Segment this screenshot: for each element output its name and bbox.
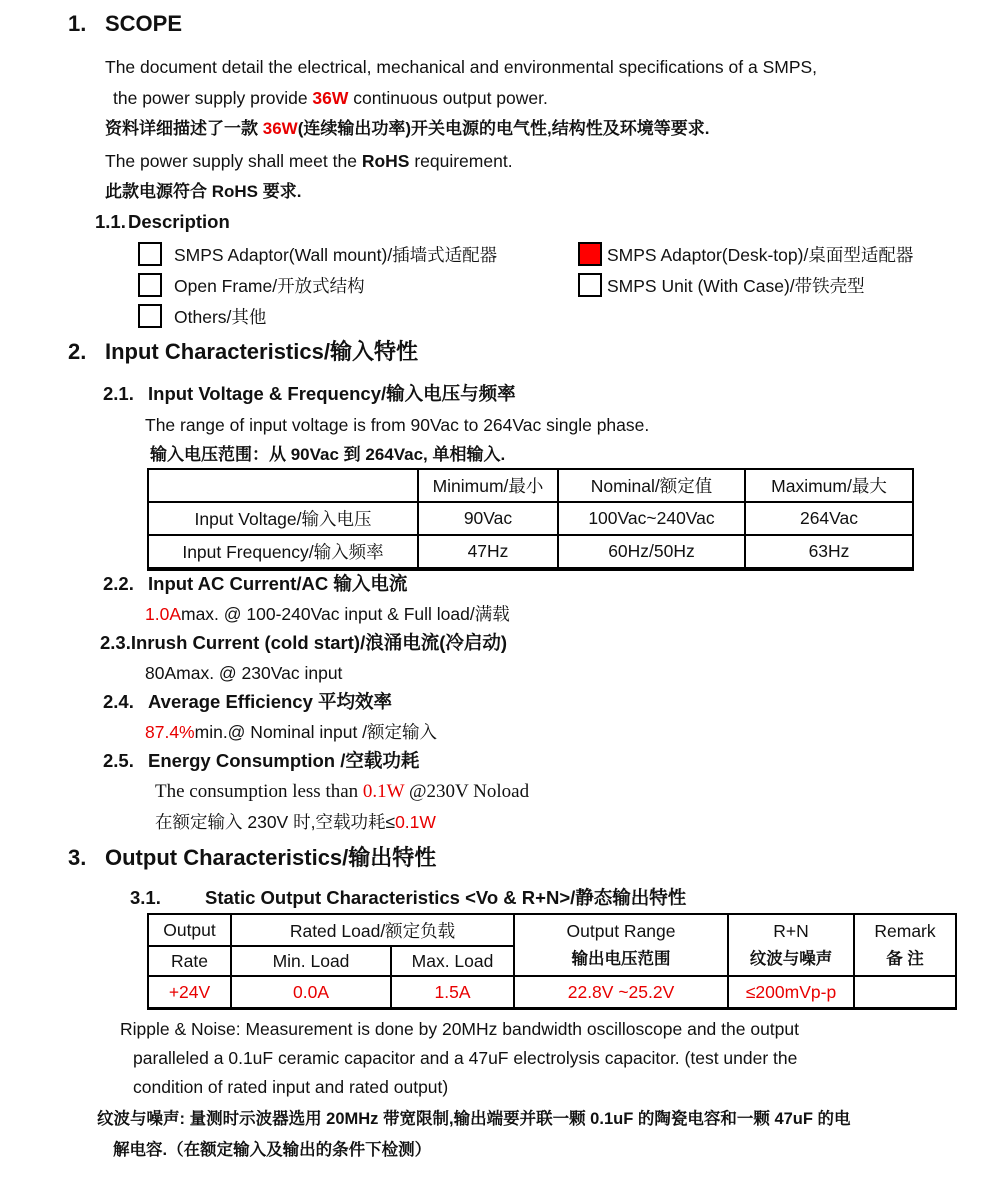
section-2-1-title: Input Voltage & Frequency/输入电压与频率: [148, 383, 516, 404]
cell-min: 90Vac: [418, 502, 558, 535]
checkbox-open-frame[interactable]: [138, 273, 162, 297]
text-run: 此款电源符合 RoHS 要求.: [105, 182, 302, 201]
ripple-note-line-2: [133, 1044, 797, 1073]
rohs-line-cn: [105, 177, 301, 207]
checkbox-row: [138, 303, 998, 334]
section-3-1-title: Static Output Characteristics <Vo & R+N>/静态输出特性: [205, 887, 687, 908]
checkbox-row: [138, 272, 998, 303]
energy-consumption-en: [155, 777, 529, 807]
cell-nominal: 60Hz/50Hz: [558, 535, 745, 569]
highlight-efficiency: 87.4%: [145, 722, 195, 742]
header-ripple-noise: [728, 914, 854, 976]
text-run: continuous output power.: [348, 88, 548, 108]
header-output-range-en: Output Range: [566, 921, 676, 941]
option-open-frame: [138, 272, 365, 298]
text-run: 在额定输入 230V 时,空载功耗≤: [155, 812, 396, 832]
cell-nominal: 100Vac~240Vac: [558, 502, 745, 535]
text-run: Ripple & Noise: Measurement is done by 20MHz bandwidth oscilloscope and the output: [120, 1019, 799, 1039]
table-header-empty: [148, 469, 418, 502]
table-row-input-frequency: [148, 535, 913, 569]
table-header-maximum: Maximum/最大: [745, 469, 913, 502]
highlight-noload-power-cn: 0.1W: [395, 812, 436, 832]
table-header-nominal: Nominal/额定值: [558, 469, 745, 502]
section-2-3-number: 2.3.: [100, 632, 131, 653]
header-min-load: Min. Load: [231, 946, 391, 976]
text-run: 80Amax. @ 230Vac input: [145, 663, 343, 683]
input-voltage-range-en: [145, 410, 649, 440]
header-output-range-cn: 输出电压范围: [571, 950, 671, 968]
rohs-line-en: [105, 146, 513, 176]
text-run: (连续输出功率)开关电源的电气性,结构性及环境等要求.: [297, 119, 710, 138]
checkbox-label: Open Frame/开放式结构: [174, 275, 365, 296]
cell-min-load: 0.0A: [231, 976, 391, 1009]
text-run: 解电容.（在额定输入及输出的条件下检测）: [113, 1141, 432, 1159]
option-smps-unit: [578, 272, 865, 298]
checkbox-wall-mount[interactable]: [138, 242, 162, 266]
section-2-4-heading: [103, 688, 392, 715]
option-others: [138, 303, 266, 329]
section-2-5-number: 2.5.: [103, 750, 134, 771]
inrush-current-value: [145, 658, 342, 688]
highlight-36w-cn: 36W: [262, 119, 298, 138]
cell-ripple-noise: ≤200mVp-p: [728, 976, 854, 1009]
scope-paragraph-line-2: [113, 83, 548, 113]
header-remark-en: Remark: [874, 921, 936, 941]
section-2-4-title: Average Efficiency 平均效率: [148, 691, 393, 712]
text-run: min.@ Nominal input /额定输入: [194, 722, 438, 742]
cell-output-rate: +24V: [148, 976, 231, 1009]
checkbox-others[interactable]: [138, 304, 162, 328]
section-2-5-heading: [103, 747, 419, 774]
section-2-2-heading: [103, 570, 407, 597]
row-label: Input Frequency/输入频率: [148, 535, 418, 569]
section-1-title: SCOPE: [105, 11, 183, 36]
section-2-2-number: 2.2.: [103, 573, 134, 594]
text-run: The document detail the electrical, mechanical and environmental specifications of a SMPS,: [105, 57, 818, 77]
section-3-heading: [68, 844, 436, 872]
ripple-note-line-1: [120, 1015, 799, 1044]
row-label: Input Voltage/输入电压: [148, 502, 418, 535]
header-rated-load: Rated Load/额定负载: [231, 914, 514, 946]
header-remark-cn: 备 注: [886, 950, 924, 968]
cell-remark: [854, 976, 956, 1009]
text-run: 输入电压范围：从 90Vac 到 264Vac, 单相输入.: [150, 445, 506, 464]
highlight-noload-power: 0.1W: [362, 781, 405, 802]
energy-consumption-cn: [155, 807, 436, 837]
header-output: Output: [148, 914, 231, 946]
text-run: the power supply provide: [113, 88, 313, 108]
checkbox-label: SMPS Adaptor(Wall mount)/插墙式适配器: [174, 244, 498, 265]
text-run: condition of rated input and rated output): [133, 1077, 449, 1097]
ripple-note-cn-line-1: [97, 1104, 851, 1135]
highlight-36w: 36W: [312, 88, 349, 108]
input-voltage-frequency-table: [147, 468, 914, 571]
table-header-row: [148, 469, 913, 502]
section-3-title: Output Characteristics/输出特性: [105, 845, 437, 870]
rohs-bold: RoHS: [361, 151, 410, 171]
text-run: The power supply shall meet the: [105, 151, 362, 171]
ripple-note-line-3: [133, 1073, 448, 1102]
section-3-1-number: 3.1.: [130, 887, 161, 908]
checkbox-label: Others/其他: [174, 306, 267, 327]
scope-paragraph-line-1: [105, 52, 817, 82]
section-1-1-heading: [95, 208, 230, 235]
table-header-row-1: [148, 914, 956, 946]
checkbox-row: [138, 241, 998, 272]
text-run: The range of input voltage is from 90Vac to 264Vac single phase.: [145, 415, 650, 435]
text-run: paralleled a 0.1uF ceramic capacitor and a 47uF electrolysis capacitor. (test under the: [133, 1048, 798, 1068]
section-2-4-number: 2.4.: [103, 691, 134, 712]
header-remark: [854, 914, 956, 976]
checkbox-label: SMPS Adaptor(Desk-top)/桌面型适配器: [607, 244, 914, 265]
text-run: 纹波与噪声: 量测时示波器选用 20MHz 带宽限制,输出端要并联一颗 0.1uF 的陶瓷电容和一颗 47uF 的电: [97, 1110, 851, 1128]
section-1-number: 1.: [68, 11, 87, 36]
section-2-5-title: Energy Consumption /空载功耗: [148, 750, 420, 771]
adaptor-type-options: [138, 241, 998, 334]
header-ripple-noise-en: R+N: [773, 921, 809, 941]
input-ac-current-value: [145, 599, 510, 629]
highlight-current: 1.0A: [145, 604, 181, 624]
section-2-2-title: Input AC Current/AC 输入电流: [148, 573, 408, 594]
section-1-1-title: Description: [128, 211, 230, 232]
header-output-range: [514, 914, 728, 976]
average-efficiency-value: [145, 717, 437, 747]
header-max-load: Max. Load: [391, 946, 514, 976]
header-rate: Rate: [148, 946, 231, 976]
table-row-input-voltage: [148, 502, 913, 535]
text-run: The consumption less than: [155, 781, 363, 802]
cell-output-range: 22.8V ~25.2V: [514, 976, 728, 1009]
checkbox-desk-top[interactable]: [578, 242, 602, 266]
static-output-table: [147, 913, 957, 1010]
header-ripple-noise-cn: 纹波与噪声: [749, 950, 833, 968]
text-run: 资料详细描述了一款: [105, 119, 263, 138]
scope-paragraph-cn: [105, 114, 709, 144]
option-desk-top: [578, 241, 913, 267]
section-2-1-heading: [103, 380, 516, 407]
section-3-number: 3.: [68, 845, 87, 870]
cell-min: 47Hz: [418, 535, 558, 569]
section-2-title: Input Characteristics/输入特性: [105, 339, 418, 364]
input-voltage-range-cn: [150, 440, 505, 470]
section-2-3-title: Inrush Current (cold start)/浪涌电流(冷启动): [130, 632, 508, 653]
text-run: @230V Noload: [404, 781, 530, 802]
cell-max: 63Hz: [745, 535, 913, 569]
table-header-minimum: Minimum/最小: [418, 469, 558, 502]
cell-max: 264Vac: [745, 502, 913, 535]
section-1-1-number: 1.1.: [95, 211, 126, 232]
section-1-heading: [68, 10, 182, 38]
text-run: max. @ 100-240Vac input & Full load/满载: [181, 604, 510, 624]
section-2-heading: [68, 338, 418, 366]
option-wall-mount: [138, 241, 497, 267]
output-data-row: [148, 976, 956, 1009]
cell-max-load: 1.5A: [391, 976, 514, 1009]
section-2-3-heading: [100, 629, 507, 656]
section-2-1-number: 2.1.: [103, 383, 134, 404]
checkbox-smps-unit[interactable]: [578, 273, 602, 297]
ripple-note-cn-line-2: [113, 1135, 431, 1166]
section-2-number: 2.: [68, 339, 87, 364]
text-run: requirement.: [409, 151, 513, 171]
section-3-1-heading: [130, 884, 686, 911]
checkbox-label: SMPS Unit (With Case)/带铁壳型: [607, 275, 865, 296]
